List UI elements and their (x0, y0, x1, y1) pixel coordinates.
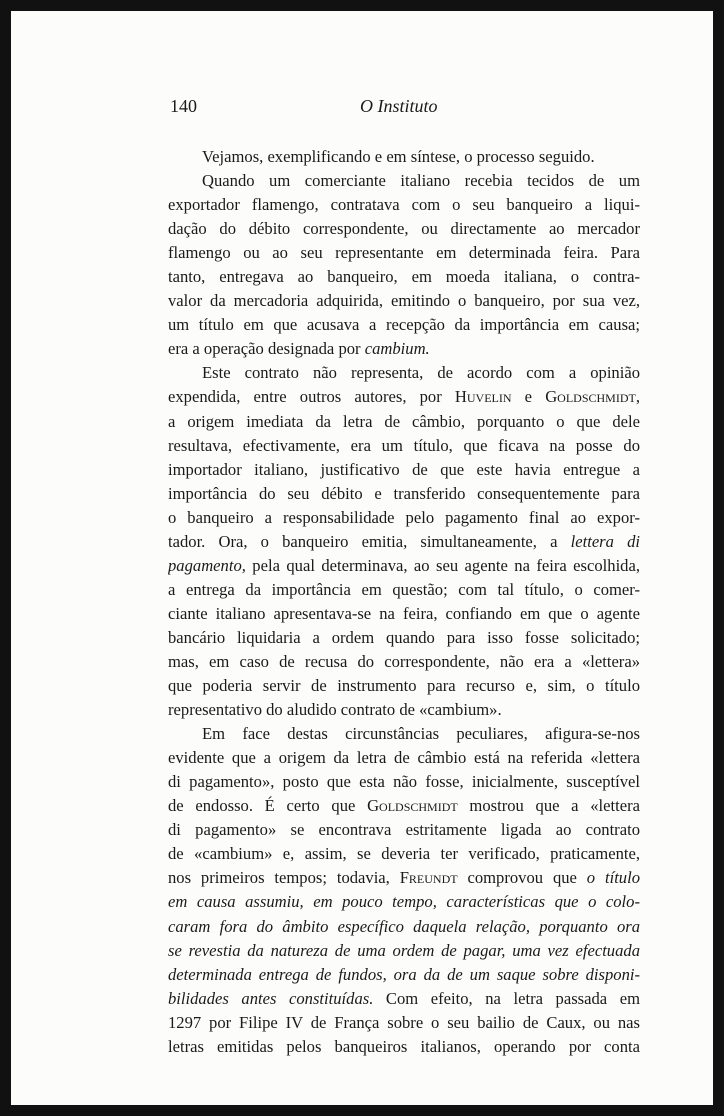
text-line (168, 939, 640, 963)
text-line (168, 434, 640, 458)
text-line (168, 193, 640, 217)
text-line (168, 313, 640, 337)
author-name: Goldschmidt (545, 387, 636, 407)
text-run: 1297 por Filipe IV de França sobre o seu bailio de Caux, ou nas (168, 1012, 640, 1032)
text-run: de endosso. É certo que (168, 796, 368, 816)
text-run: nos primeiros tempos; todavia, (168, 868, 400, 888)
text-run: Este contrato não representa, de acordo com a opinião (202, 363, 640, 383)
text-line (168, 674, 640, 698)
text-run: Em face destas circunstâncias peculiares, afigura-se-nos (202, 724, 640, 744)
text-run: evidente que a origem da letra de câmbio está na referida «lettera (168, 748, 640, 768)
text-line (168, 602, 640, 626)
text-line (168, 578, 640, 602)
text-line (168, 650, 640, 674)
text-run: a origem imediata da letra de câmbio, porquanto o que dele (168, 411, 640, 431)
text-run: e (511, 387, 546, 407)
text-line (168, 1011, 640, 1035)
italic-text: determinada entrega de fundos, ora da de um saque sobre disponi- (168, 964, 640, 984)
text-run: Com efeito, na letra passada em (373, 988, 640, 1008)
italic-text: lettera di (570, 531, 640, 551)
text-run: letras emitidas pelos banqueiros italianos, operando por conta (168, 1036, 640, 1056)
text-run: comprovou que (457, 868, 587, 888)
text-run: tador. Ora, o banqueiro emitia, simultaneamente, a (168, 531, 571, 551)
text-run: o banqueiro a responsabilidade pelo pagamento final ao expor- (168, 507, 640, 527)
text-run: pela qual determinava, ao seu agente na feira escolhida, (245, 555, 640, 575)
text-line (168, 385, 640, 409)
text-line (168, 987, 640, 1011)
text-line (168, 506, 640, 530)
text-line (168, 1035, 640, 1059)
text-line (168, 794, 640, 818)
text-run: valor da mercadoria adquirida, emitindo o banqueiro, por sua vez, (168, 291, 640, 311)
text-run: tanto, entregava ao banqueiro, em moeda italiana, o contra- (168, 267, 640, 287)
text-run: de «cambium» e, assim, se deveria ter verificado, praticamente, (168, 844, 640, 864)
italic-text: em causa assumiu, em pouco tempo, características que o colo- (168, 892, 640, 912)
text-run: exportador flamengo, contratava com o seu banqueiro a liqui- (168, 195, 640, 215)
text-line (168, 337, 640, 361)
text-line (168, 458, 640, 482)
text-line (168, 770, 640, 794)
running-title: O Instituto (360, 96, 438, 116)
text-line (168, 289, 640, 313)
text-run: ciante italiano apresentava-se na feira, confiando em que o agente (168, 603, 640, 623)
text-line (168, 915, 640, 939)
text-run: importância do seu débito e transferido consequentemente para (168, 483, 640, 503)
italic-text: se revestia da natureza de uma ordem de pagar, uma vez efectuada (168, 940, 640, 960)
text-run: era a operação designada por (168, 339, 365, 359)
text-line (168, 890, 640, 914)
text-run: Quando um comerciante italiano recebia tecidos de um (202, 171, 640, 191)
text-line (168, 241, 640, 265)
text-line (168, 145, 640, 169)
italic-text: o título (586, 868, 640, 888)
text-run: mostrou que a «lettera (457, 796, 640, 816)
text-run: importador italiano, justificativo de que este havia entregue a (168, 459, 640, 479)
text-run: resultava, efectivamente, era um título, que ficava na posse do (168, 435, 640, 455)
text-run: Vejamos, exemplificando e em síntese, o processo seguido. (202, 147, 595, 166)
text-run: di pagamento» se encontrava estritamente ligada ao contrato (168, 820, 640, 840)
text-line (168, 746, 640, 770)
author-name: Freundt (399, 868, 458, 888)
text-line (168, 722, 640, 746)
text-line (168, 866, 640, 890)
text-line (168, 626, 640, 650)
text-run: di pagamento», posto que esta não fosse, inicialmente, susceptível (168, 772, 640, 792)
text-run: que poderia servir de instrumento para recurso e, sim, o título (168, 676, 640, 696)
text-line (168, 698, 640, 722)
text-run: flamengo ou ao seu representante em determinada feira. Para (168, 243, 640, 263)
text-run: expendida, entre outros autores, por (168, 387, 455, 407)
page-header (170, 96, 640, 120)
text-line (168, 361, 640, 385)
page-number: 140 (170, 96, 197, 116)
italic-text: pagamento, (168, 555, 246, 575)
text-line (168, 530, 640, 554)
text-run: dação do débito correspondente, ou directamente ao mercador (168, 219, 640, 239)
author-name: Goldschmidt (367, 796, 458, 816)
text-line (168, 265, 640, 289)
text-run: mas, em caso de recusa do correspondente, não era a «lettera» (168, 651, 640, 671)
author-name: Huvelin (454, 387, 512, 407)
text-line (168, 217, 640, 241)
text-line (168, 842, 640, 866)
italic-text: caram fora do âmbito específico daquela relação, porquanto ora (168, 916, 640, 936)
text-line (168, 963, 640, 987)
text-run: bancário liquidaria a ordem quando para isso fosse solicitado; (168, 627, 640, 647)
italic-text: bilidades antes constituídas. (168, 988, 374, 1008)
text-run: um título em que acusava a recepção da importância em causa; (168, 315, 640, 335)
text-line (168, 169, 640, 193)
body-text (168, 145, 640, 1059)
text-line (168, 554, 640, 578)
italic-text: cambium. (364, 339, 430, 359)
text-line (168, 482, 640, 506)
text-line (168, 410, 640, 434)
text-run: representativo do aludido contrato de «cambium». (168, 700, 502, 720)
text-line (168, 818, 640, 842)
text-run: a entrega da importância em questão; com tal título, o comer- (168, 579, 640, 599)
text-run: , (635, 387, 640, 407)
